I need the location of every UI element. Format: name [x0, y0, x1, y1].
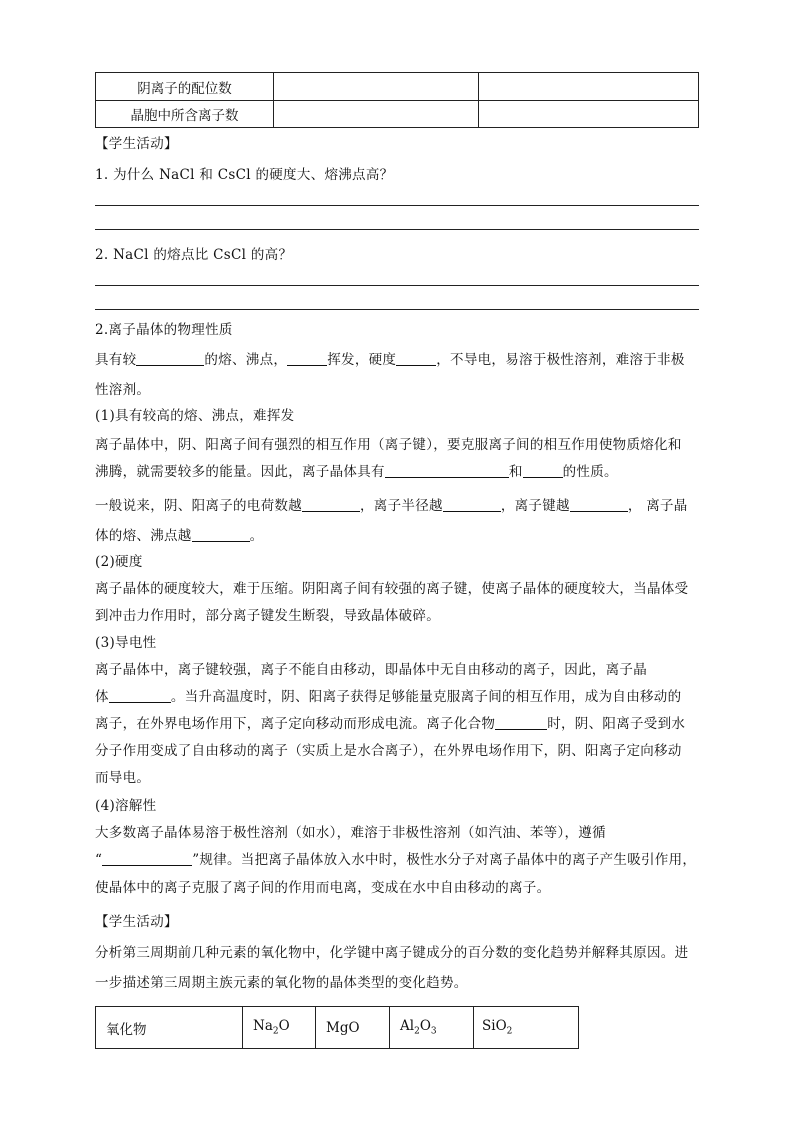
paragraph-line: 体 。当升高温度时，阴、阳离子获得足够能量克服离子间的相互作用，成为自由移动的: [95, 689, 682, 705]
oxide-table: [95, 1006, 579, 1049]
answer-line[interactable]: [95, 205, 699, 206]
fill-blank[interactable]: [396, 351, 436, 366]
fill-blank[interactable]: [109, 688, 171, 703]
paragraph-line: 离子，在外界电场作用下，离子定向移动而形成电流。离子化合物 时，阴、阳离子受到水: [95, 716, 686, 732]
question-2: 2. NaCl 的熔点比 CsCl 的高？: [95, 247, 293, 263]
subheading: (1)具有较高的熔、沸点，难挥发: [95, 408, 295, 424]
paragraph-line: 性溶剂。: [95, 382, 151, 398]
fill-blank[interactable]: [287, 351, 327, 366]
table-cell: [274, 73, 479, 101]
answer-line[interactable]: [95, 285, 699, 286]
fill-blank[interactable]: [102, 851, 192, 866]
paragraph-line: 到冲击力作用时，部分离子键发生断裂，导致晶体破碎。: [95, 608, 440, 624]
activity-heading: 【学生活动】: [95, 914, 178, 930]
paragraph-line: 而导电。: [95, 770, 151, 786]
fill-blank[interactable]: [495, 715, 547, 730]
paragraph-line: 体的熔、沸点越 。: [95, 528, 264, 544]
table-cell-label: 阴离子的配位数: [96, 73, 274, 101]
coordination-table: [95, 72, 699, 128]
table-cell-na2o: $Na_2O$: [243, 1007, 316, 1049]
table-cell: [479, 73, 699, 101]
fill-blank[interactable]: [523, 463, 563, 478]
subheading: (4)溶解性: [95, 798, 157, 814]
table-cell-sio2: SiO$_2$: [474, 1007, 579, 1049]
table-cell-label: 晶胞中所含离子数: [96, 101, 274, 128]
subheading: (2)硬度: [95, 554, 143, 570]
paragraph-line: 分子作用变成了自由移动的离子（实质上是水合离子），在外界电场作用下，阴、阳离子定向移动: [95, 743, 682, 759]
paragraph-line: 一般说来，阴、阳离子的电荷数越 ，离子半径越 ，离子键越 ， 离子晶: [95, 498, 688, 514]
fill-blank[interactable]: [443, 497, 501, 512]
fill-blank[interactable]: [192, 527, 250, 542]
paragraph-line: 离子晶体的硬度较大，难于压缩。阴阳离子间有较强的离子键，使离子晶体的硬度较大，当晶体受: [95, 581, 689, 597]
subheading: (3)导电性: [95, 635, 157, 651]
table-cell-al2o3: $Al_2O_3$: [390, 1007, 474, 1049]
table-header-cell: 氧化物: [96, 1007, 243, 1049]
table-cell: [274, 101, 479, 128]
paragraph-line: 离子晶体中，离子键较强，离子不能自由移动，即晶体中无自由移动的离子，因此，离子晶: [95, 662, 647, 678]
fill-blank[interactable]: [385, 463, 509, 478]
activity-heading: 【学生活动】: [95, 136, 178, 152]
paragraph-line: 沸腾，就需要较多的能量。因此，离子晶体具有 和 的性质。: [95, 464, 618, 480]
question-1: 1. 为什么 NaCl 和 CsCl 的硬度大、熔沸点高？: [95, 167, 394, 183]
paragraph-line: 具有较 的熔、沸点， 挥发，硬度 ，不导电，易溶于极性溶剂，难溶于非极: [95, 352, 685, 368]
answer-line[interactable]: [95, 229, 699, 230]
paragraph-line: 大多数离子晶体易溶于极性溶剂（如水），难溶于非极性溶剂（如汽油、苯等），遵循: [95, 825, 606, 841]
answer-line[interactable]: [95, 309, 699, 310]
paragraph-line: 一步描述第三周期主族元素的氧化物的晶体类型的变化趋势。: [95, 975, 468, 991]
paragraph-line: 使晶体中的离子克服了离子间的作用而电离，变成在水中自由移动的离子。: [95, 880, 551, 896]
table-cell-mgo: MgO: [316, 1007, 390, 1049]
fill-blank[interactable]: [302, 497, 360, 512]
fill-blank[interactable]: [136, 351, 204, 366]
paragraph-line: 离子晶体中，阴、阳离子间有强烈的相互作用（离子键），要克服离子间的相互作用使物质熔化和: [95, 437, 682, 453]
paragraph-line: 分析第三周期前几种元素的氧化物中，化学键中离子键成分的百分数的变化趋势并解释其原因。进: [95, 945, 689, 961]
section-title: 2.离子晶体的物理性质: [95, 322, 233, 338]
paragraph-line: “ ”规律。当把离子晶体放入水中时，极性水分子对离子晶体中的离子产生吸引作用，: [95, 852, 697, 868]
table-cell: [479, 101, 699, 128]
fill-blank[interactable]: [570, 497, 628, 512]
